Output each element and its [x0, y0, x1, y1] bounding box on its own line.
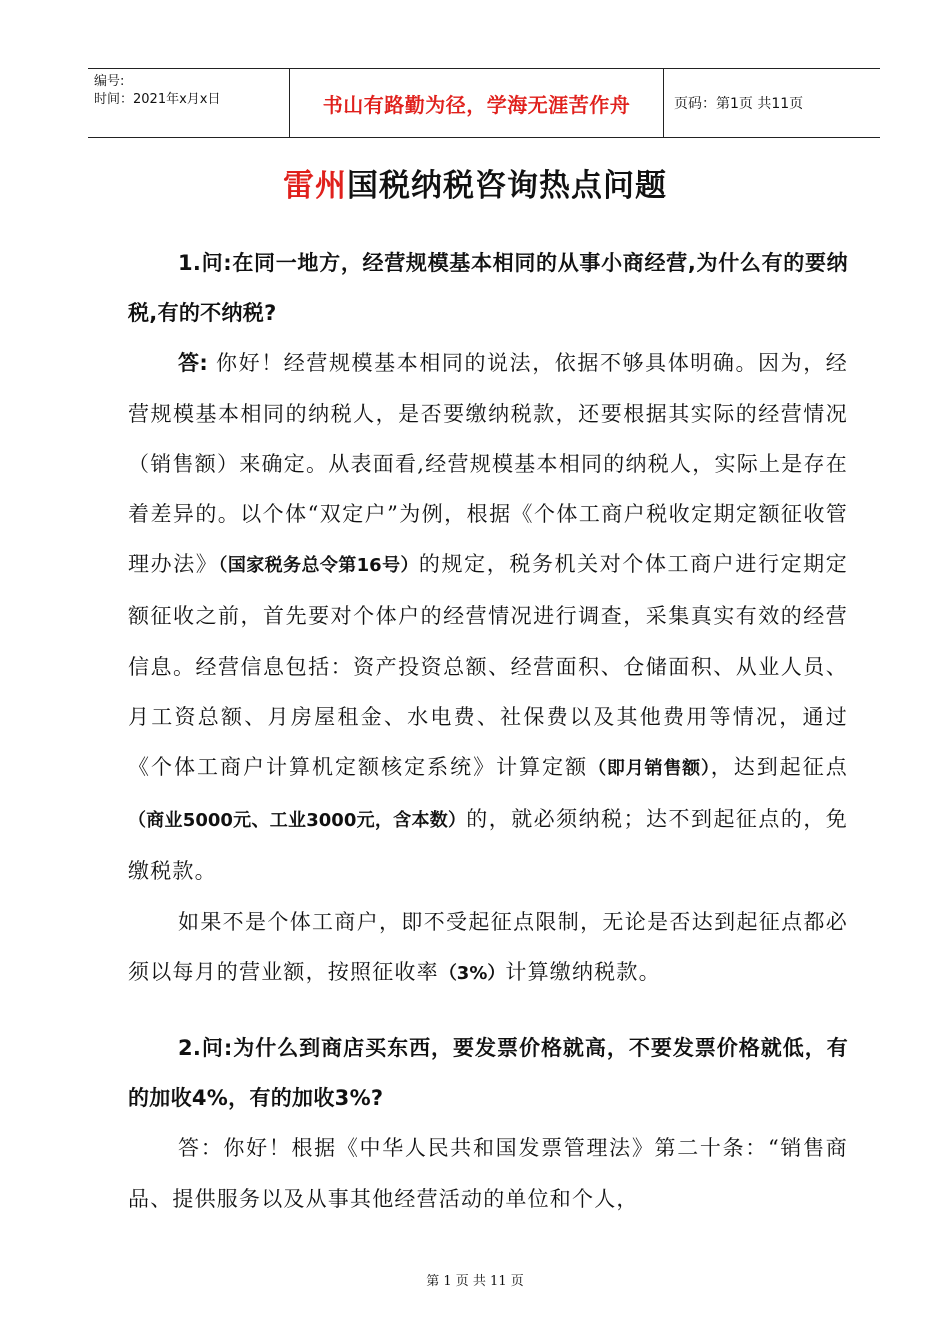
main-content: [128, 238, 848, 1224]
answer-1-text-d: 的，就必须纳税；达不到起征点的，免缴税款。: [128, 807, 848, 884]
answer-2-text-a: 如果不是个体工商户，即不受起征点限制，无论是否达到起征点都必须以每月的营业额，按照征收率: [128, 909, 848, 984]
page-header: [88, 68, 880, 138]
number-label: 编号:: [94, 74, 125, 89]
answer-1-bold-3: （商业5000元、工业3000元，含本数）: [128, 810, 467, 832]
title-red-part: 雷州: [283, 168, 347, 204]
answer-2-bold: （3%）: [438, 962, 506, 984]
answer-1-text-b: 的规定，税务机关对个体工商户进行定期定额征收之前，首先要对个体户的经营情况进行调查，采集真实有效的经营信息。经营信息包括：资产投资总额、经营面积、仓储面积、从业人员、月工资总额、月房屋租金、水电费、社保费以及其他费用等情况，通过《个体工商户计算机定额核定系统》计算定额: [128, 552, 848, 780]
answer-1-paragraph-2: [128, 897, 848, 999]
answer-1-bold-1: （国家税务总令第16号）: [218, 555, 419, 577]
page-title: [0, 160, 950, 205]
answer-2-text-b: 计算缴纳税款。: [505, 959, 661, 984]
time-label: 时间：2021年x月x日: [94, 92, 221, 107]
header-motto: 书山有路勤为径，学海无涯苦作舟: [290, 69, 664, 137]
header-page-info: 页码：第1页 共11页: [674, 96, 804, 112]
title-rest: 国税纳税咨询热点问题: [347, 168, 667, 204]
answer-1-paragraph-1: [128, 338, 848, 896]
question-2: 2.问:为什么到商店买东西，要发票价格就高，不要发票价格就低，有的加收4%，有的加收3%?: [128, 1036, 848, 1111]
answer-1-text-a: 你好！经营规模基本相同的说法，依据不够具体明确。因为，经营规模基本相同的纳税人，是否要缴纳税款，还要根据其实际的经营情况（销售额）来确定。从表面看,经营规模基本相同的纳税人，实际上是存在着差异的。以个体“双定户”为例，根据《个体工商户税收定期定额征收管理办法》: [128, 351, 848, 577]
answer-label: 答:: [178, 351, 208, 376]
question-1: 1.问:在同一地方，经营规模基本相同的从事小商经营,为什么有的要纳税,有的不纳税?: [128, 251, 848, 326]
page-footer: 第 1 页 共 11 页: [426, 1274, 524, 1289]
header-meta: [88, 69, 290, 137]
section-gap: [128, 999, 848, 1023]
answer-2-paragraph-1: 答：你好！根据《中华人民共和国发票管理法》第二十条：“销售商品、提供服务以及从事其他经营活动的单位和个人，: [128, 1136, 848, 1211]
answer-1-text-c: ，达到起征点: [710, 755, 849, 780]
answer-1-bold-2: （即月销售额）: [588, 758, 711, 780]
